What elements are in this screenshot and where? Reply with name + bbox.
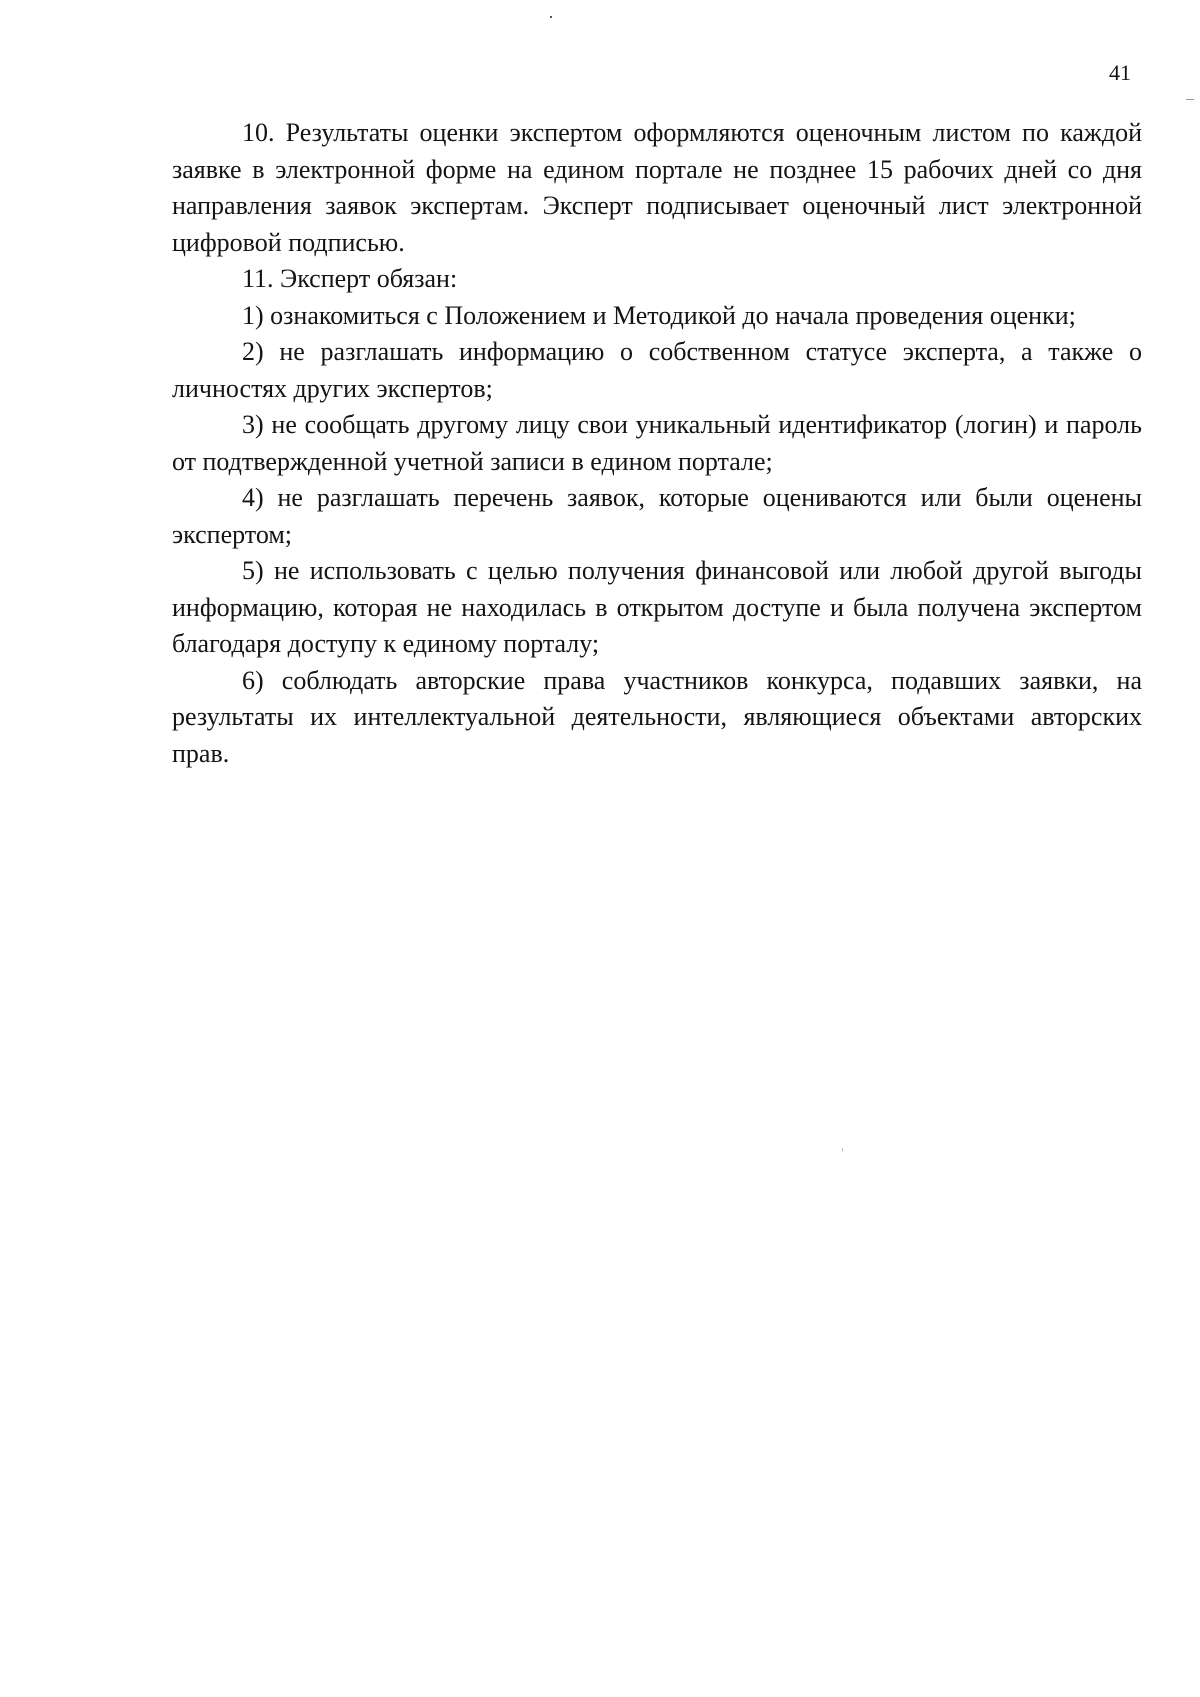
page-number: 41 bbox=[1109, 60, 1131, 85]
scan-speck bbox=[842, 1148, 843, 1151]
obligation-item-4: 4) не разглашать перечень заявок, которые оцениваются или были оценены экспертом; bbox=[172, 483, 1142, 549]
obligation-item-1: 1) ознакомиться с Положением и Методикой до начала проведения оценки; bbox=[242, 300, 1076, 330]
obligation-item-5: 5) не использовать с целью получения финансовой или любой другой выгоды информацию, которая не находилась в открытом доступе и была получена экспертом благодаря доступу к единому порталу; bbox=[172, 556, 1142, 658]
paragraph-11-expert-obligations: 11. Эксперт обязан: bbox=[242, 264, 458, 293]
scan-speck bbox=[1186, 99, 1194, 100]
obligation-item-6: 6) соблюдать авторские права участников конкурса, подавших заявки, на результаты их интеллектуальной деятельности, являющиеся объектами авторских прав. bbox=[172, 665, 1142, 768]
scan-speck bbox=[550, 16, 552, 18]
document-body bbox=[172, 115, 1142, 772]
paragraph-10-evaluation-results: 10. Результаты оценки экспертом оформляются оценочным листом по каждой заявке в электронной форме на едином портале не позднее 15 рабочих дней со дня направления заявок экспертам. Эксперт подписывает оценочный лист электронной цифровой подписью. bbox=[172, 118, 1142, 257]
obligation-item-2: 2) не разглашать информацию о собственном статусе эксперта, а также о личностях других экспертов; bbox=[172, 337, 1142, 403]
obligation-item-3: 3) не сообщать другому лицу свои уникальный идентификатор (логин) и пароль от подтвержденной учетной записи в едином портале; bbox=[172, 410, 1142, 476]
